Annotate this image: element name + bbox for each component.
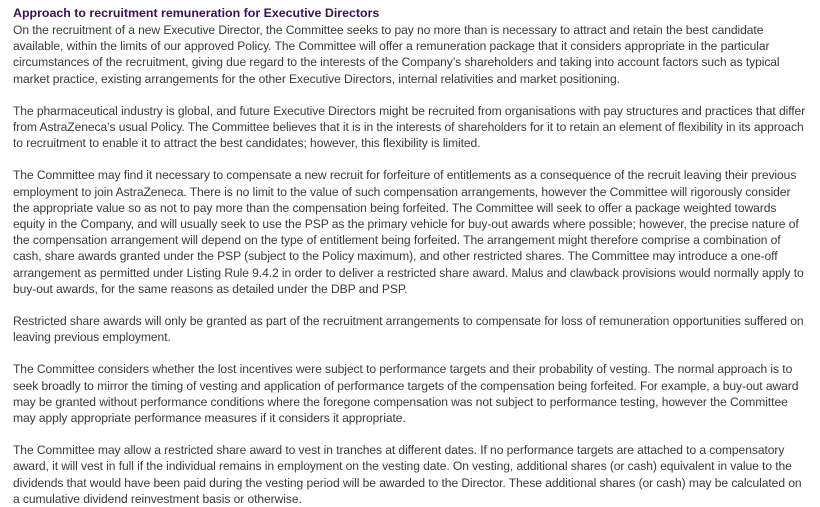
paragraph-performance-targets: The Committee considers whether the lost incentives were subject to performance targets and their probability of vesting. The normal approach is to seek broadly to mirror the timing of vesting and application of performance targets of the compensation being forfeited. For example, a buy-out award may be granted without performance conditions where the foregone compensation was not subject to performance testing, however the Committee may apply appropriate performance measures if it considers it appropriate.	[13, 362, 799, 426]
paragraph-restricted-share-awards: Restricted share awards will only be granted as part of the recruitment arrangements to compensate for loss of remuneration opportunities suffered on leaving previous employment.	[13, 314, 804, 345]
section-heading: Approach to recruitment remuneration for Executive Directors	[13, 6, 380, 20]
section-body	[13, 22, 808, 507]
paragraph-recruitment-overview: On the recruitment of a new Executive Director, the Committee seeks to pay no more than is necessary to attract and retain the best candidate available, within the limits of our approved Policy. The Committee will offer a remuneration package that it considers appropriate in the particular circumstances of the recruitment, giving due regard to the interests of the Company’s shareholders and taking into account factors such as typical market practice, existing arrangements for the other Executive Directors, internal relativities and market positioning.	[13, 23, 780, 86]
paragraph-global-industry-flexibility: The pharmaceutical industry is global, and future Executive Directors might be recruited from organisations with pay structures and practices that differ from AstraZeneca’s usual Policy. The Committee believes that it is in the interests of shareholders for it to retain an element of flexibility in its approach to recruitment to enable it to attract the best candidates; however, this flexibility is limited.	[13, 103, 806, 151]
paragraph-forfeiture-compensation: The Committee may find it necessary to compensate a new recruit for forfeiture of entitlements as a consequence of the recruit leaving their previous employment to join AstraZeneca. There is no limit to the value of such compensation arrangements, however the Committee will rigorously consider the appropriate value so as not to pay more than the compensation being forfeited. The Committee will seek to offer a package weighted towards equity in the Company, and will usually seek to use the PSP as the primary vehicle for buy-out awards where possible; however, the precise nature of the compensation arrangement will depend on the type of entitlement being forfeited. The arrangement might therefore comprise a combination of cash, share awards granted under the PSP (subject to the Policy maximum), and other restricted shares. The Committee may introduce a one-off arrangement as permitted under Listing Rule 9.4.2 in order to deliver a restricted share award. Malus and clawback provisions would normally apply to buy-out awards, for the same reasons as detailed under the DBP and PSP.	[13, 168, 804, 296]
paragraph-vesting-tranches: The Committee may allow a restricted share award to vest in tranches at different dates. If no performance targets are attached to a compensatory award, it will vest in full if the individual remains in employment on the vesting date. On vesting, additional shares (or cash) equivalent in value to the dividends that would have been paid during the vesting period will be awarded to the Director. These additional shares (or cash) may be calculated on a cumulative dividend reinvestment basis or otherwise.	[13, 443, 802, 506]
